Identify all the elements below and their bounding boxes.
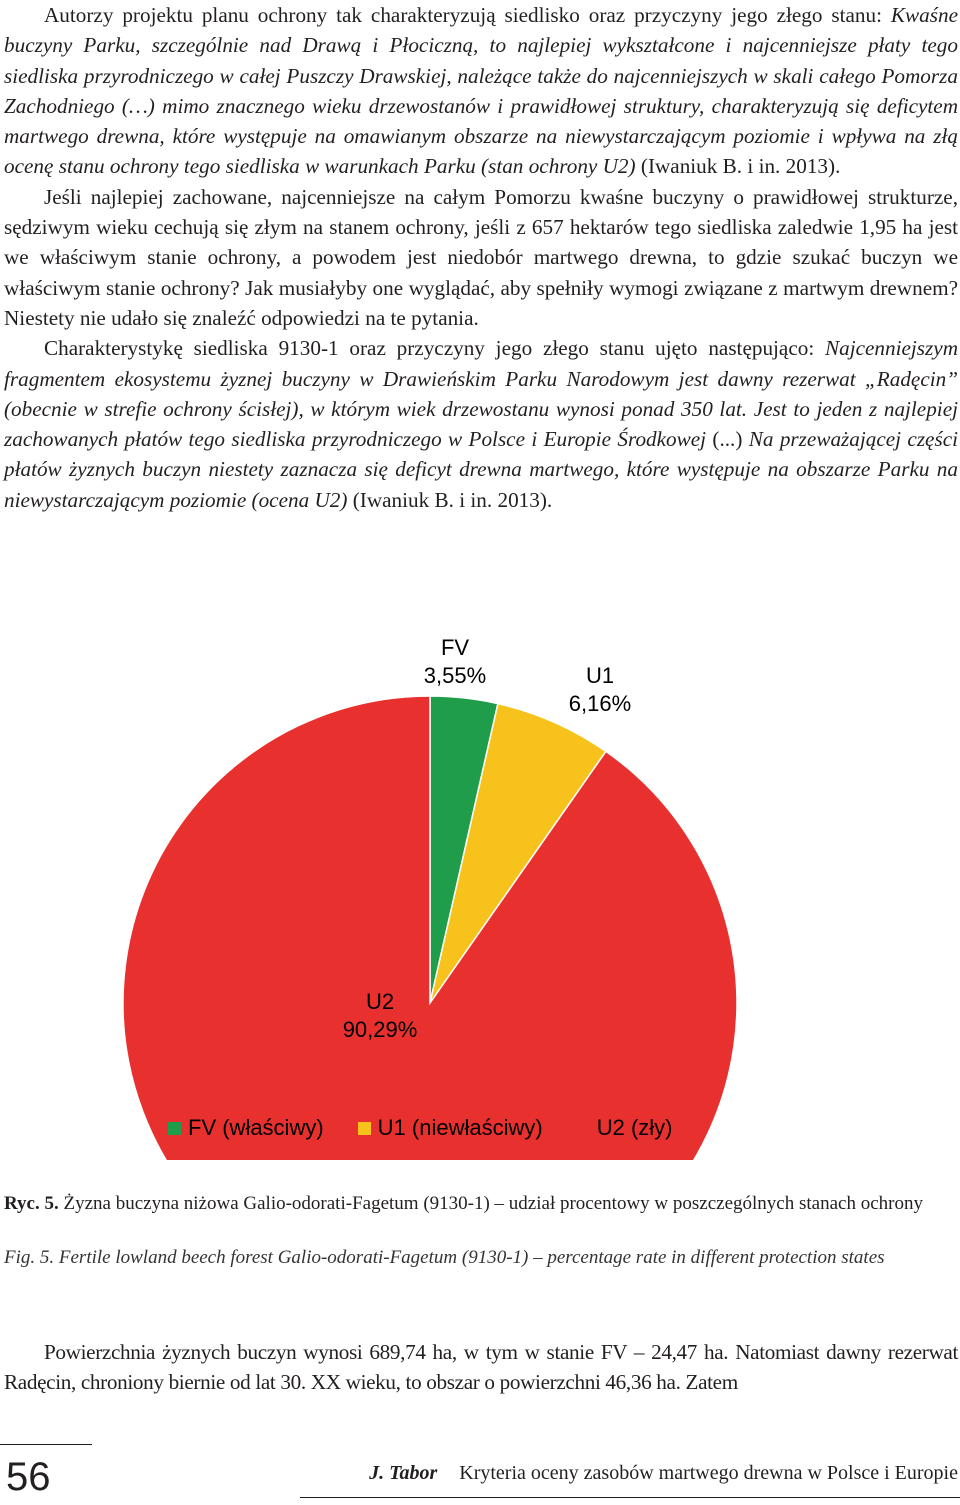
- running-footer-title: Kryteria oceny zasobów martwego drewna w Polsce i Europie: [459, 1462, 958, 1484]
- figure-caption-en: Fig. 5. Fertile lowland beech forest Galio-odorati-Fagetum (9130-1) – percentage rate in different protection states: [4, 1247, 885, 1268]
- paragraph-3: [4, 333, 958, 515]
- pie-chart: [0, 620, 960, 1160]
- u1-slice-label: [555, 662, 645, 718]
- legend-item-u2: [577, 1115, 673, 1141]
- legend-label-u2: U2 (zły): [596, 1115, 673, 1140]
- figure-caption-pl: [4, 1190, 958, 1217]
- paragraph-2: Jeśli najlepiej zachowane, najcenniejsze na całym Pomorzu kwaśne buczyny o prawidłowej strukturze, sędziwym wieku cechują się złym na stanem ochrony, jeśli z 657 hektarów tego siedliska zaledwie 1,95 ha jest we właściwym stanie ochrony, a powodem jest niedobór martwego drewna, to gdzie szukać buczyn we właściwym stanie ochrony? Jak musiałyby one wyglądać, aby spełniły wymogi związane z martwym drewnem? Niestety nie udało się znaleźć odpowiedzi na te pytania.: [4, 184, 958, 330]
- bottom-paragraph-block: [4, 1337, 958, 1398]
- u2-slice-label: [325, 988, 435, 1044]
- chart-legend: [168, 1115, 673, 1141]
- u2-slice-name: U2: [365, 989, 395, 1014]
- legend-label-u1: U1 (niewłaściwy): [377, 1115, 543, 1140]
- paragraph-1-intro: Autorzy projektu planu ochrony tak charakteryzują siedlisko oraz przyczyny jego złego stanu:: [44, 3, 891, 27]
- bottom-paragraph: Powierzchnia żyznych buczyn wynosi 689,74 ha, w tym w stanie FV – 24,47 ha. Natomiast dawny rezerwat Radęcin, chroniony biernie od lat 30. XX wieku, to obszar o powierzchni 46,36 ha. Zatem: [4, 1340, 958, 1395]
- paragraph-3-quote-1: Najcenniejszym fragmentem ekosystemu żyznej buczyny w Drawieńskim Parku Narodowym jest dawny rezerwat „Radęcin” (obecnie w strefie ochrony ścisłej), w którym wiek drzewostanu wynosi ponad 350 lat. Jest to jeden z najlepiej zachowanych płatów tego siedliska przyrodniczego w Polsce i Europie Środkowej: [4, 336, 958, 452]
- u1-slice-name: U1: [585, 663, 615, 688]
- figure-caption-number: Ryc. 5.: [4, 1193, 59, 1214]
- figure-caption-pl-text: Żyzna buczyna niżowa Galio-odorati-Fagetum (9130-1) – udział procentowy w poszczególnych stanach ochrony: [58, 1193, 923, 1214]
- legend-swatch-fv: [168, 1122, 181, 1135]
- running-footer: [369, 1460, 958, 1486]
- fv-slice-value: 3,55%: [423, 663, 487, 688]
- paragraph-3-intro: Charakterystykę siedliska 9130-1 oraz przyczyny jego złego stanu ujęto następująco:: [44, 336, 826, 361]
- legend-label-fv: FV (właściwy): [188, 1115, 324, 1140]
- fv-slice-label: [400, 634, 510, 690]
- body-text: [4, 0, 958, 515]
- paragraph-3-ellipsis: (...): [706, 427, 749, 452]
- legend-swatch-u2: [577, 1122, 590, 1135]
- paragraph-3-reference: (Iwaniuk B. i in. 2013).: [347, 487, 553, 512]
- fv-slice-name: FV: [440, 635, 470, 660]
- running-footer-author: J. Tabor: [369, 1462, 438, 1484]
- pie-chart-figure: [0, 620, 960, 1160]
- u1-slice-value: 6,16%: [568, 691, 632, 716]
- pie-slice-u2: [123, 696, 737, 1160]
- legend-item-u1: [358, 1115, 543, 1141]
- legend-item-fv: [168, 1115, 324, 1141]
- page-number: 56: [6, 1455, 51, 1499]
- u2-slice-value: 90,29%: [342, 1017, 418, 1042]
- legend-swatch-u1: [358, 1122, 371, 1135]
- footer-rule-right: [300, 1497, 960, 1498]
- paragraph-3-quote-2: Na przeważającej części płatów żyznych buczyn niestety zaznacza się deficyt drewna martwego, które występuje na obszarze Parku na niewystarczającym poziomie (ocena U2): [4, 427, 958, 512]
- footer-rule-left: [0, 1444, 92, 1445]
- paragraph-1: [4, 0, 958, 182]
- paragraph-1-reference: (Iwaniuk B. i in. 2013).: [635, 154, 841, 179]
- paragraph-1-quote: Kwaśne buczyny Parku, szczególnie nad Drawą i Płociczną, to najlepiej wykształcone i najcenniejsze płaty tego siedliska przyrodniczego w całej Puszczy Drawskiej, należące także do najcenniejszych w skali całego Pomorza Zachodniego (…) mimo znacznego wieku drzewostanów i prawidłowej struktury, charakteryzują się deficytem martwego drewna, które występuje na omawianym obszarze na niewystarczającym poziomie i wpływa na złą ocenę stanu ochrony tego siedliska w warunkach Parku (stan ochrony U2): [4, 3, 958, 179]
- pie-slices: [123, 696, 737, 1160]
